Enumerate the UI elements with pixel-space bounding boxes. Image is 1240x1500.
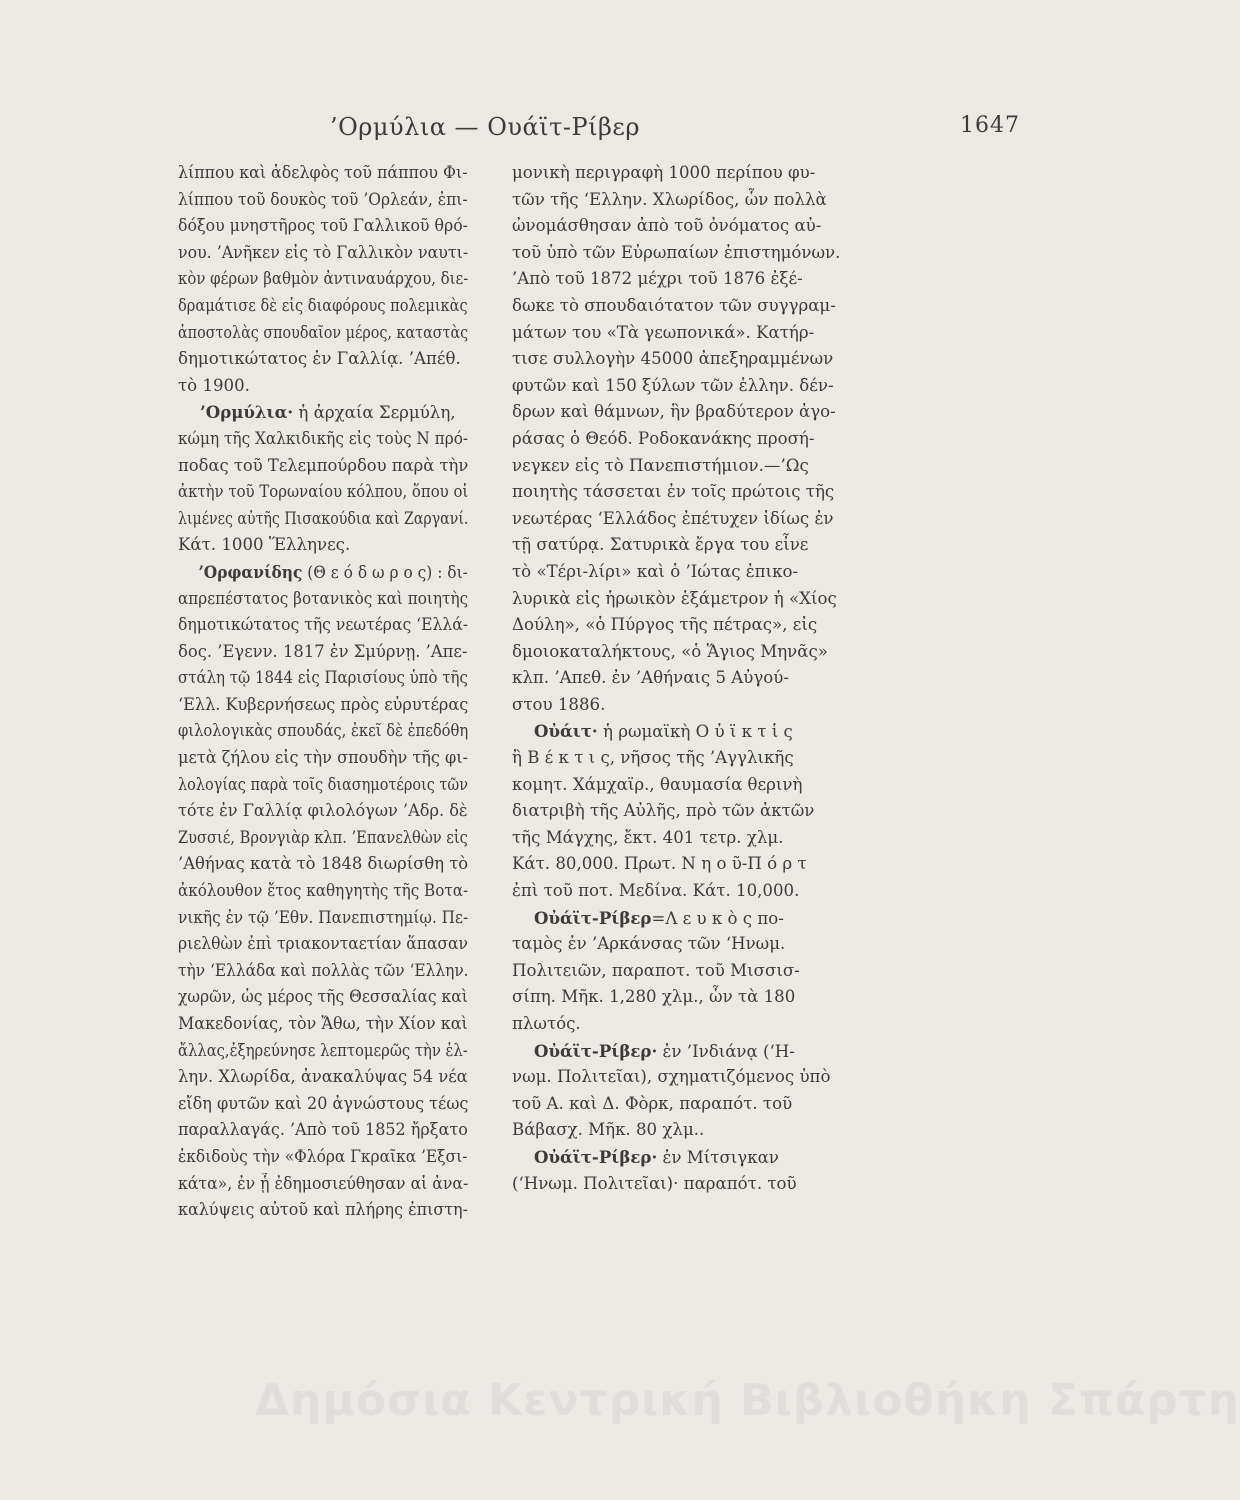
text-line [512,160,862,187]
text-line [178,293,468,320]
text-line [178,586,469,613]
line-text: Δούλη», «ὁ Πύργος τῆς πέτρας», εἰς [512,615,818,635]
line-text: τῆς Μάγχης, ἔκτ. 401 τετρ. χλμ. [512,827,784,847]
text-line [178,851,469,878]
line-text: κάτα», ἐν ᾗ ἐδημοσιεύθησαν αἱ ἀνα- [178,1173,469,1193]
text-line [512,453,862,480]
line-text: ἄλλας,ἐξηρεύνησε λεπτομερῶς τὴν ἑλ- [178,1040,468,1060]
line-text: Βάβασχ. Μῆκ. 80 χλμ.. [512,1120,705,1140]
library-watermark: Δημόσια Κεντρική Βιβλιοθήκη Σπάρτη [255,1375,1240,1426]
text-line [512,718,862,745]
line-text: Κάτ. 80,000. Πρωτ. Ν η ο ῦ-Π ό ρ τ [512,854,807,874]
text-line [512,1117,862,1144]
line-text: κομητ. Χάμχαϊρ., θαυμασία θερινὴ [512,774,803,794]
line-text: δρων καὶ θάμνων, ἣν βραδύτερον ἀγο- [512,402,836,422]
text-line [512,665,862,692]
line-text: νεωτέρας ‘Ελλάδος ἐπέτυχεν ἰδίως ἐν [512,508,834,528]
text-line [512,559,862,586]
line-text: φιλολογικὰς σπουδάς, ἐκεῖ δὲ ἐπεδόθη [178,721,469,741]
line-text: ἢ Β έ κ τ ι ς, νῆσος τῆς ’Αγγλικῆς [512,748,794,768]
text-line [512,745,862,772]
text-line [512,1091,862,1118]
text-line [178,1011,468,1038]
line-text: (Θ ε ό δ ω ρ ο ς) : δι- [302,562,468,582]
line-text: τότε ἐν Γαλλίᾳ φιλολόγων ’Αδρ. δὲ [178,801,468,821]
line-text: ἀκόλουθον ἔτος καθηγητὴς τῆς Βοτα- [178,881,469,901]
text-line [178,984,468,1011]
line-text: ράσας ὁ Θεόδ. Ροδοκανάκης προσή- [512,428,815,448]
line-text: ὠνομάσθησαν ἀπὸ τοῦ ὀνόματος αὐ- [512,216,822,236]
text-line [512,878,862,905]
text-line [178,1038,468,1065]
text-line [178,931,468,958]
text-line [512,373,862,400]
text-line [512,905,862,932]
line-text: =Λ ε υ κ ὸ ς πο- [651,908,784,928]
text-line [512,1064,862,1091]
line-text: σίπη. Μῆκ. 1,280 χλμ., ὧν τὰ 180 [512,987,796,1007]
line-text: πλωτός. [512,1014,581,1033]
line-text: τὴν ‘Ελλάδα καὶ πολλὰς τῶν ‘Ελλην. [178,960,469,980]
line-text: νεγκεν εἰς τὸ Πανεπιστήμιον.—’Ως [512,455,809,475]
line-text: δωκε τὸ σπουδαιότατον τῶν συγγραμ- [512,295,836,315]
line-text: ἡ ρωμαϊκὴ Ο ὐ ϊ κ τ ἱ ς [597,722,793,742]
line-text: τῇ σατύρᾳ. Σατυρικὰ ἔργα του εἶνε [512,535,809,555]
text-line [512,1038,862,1065]
text-line [178,958,469,985]
line-text: (‘Ηνωμ. Πολιτεῖαι)· παραπότ. τοῦ [512,1173,797,1193]
text-line [178,1064,468,1091]
text-line [178,320,469,347]
line-text: ἐπὶ τοῦ ποτ. Μεδίνα. Κάτ. 10,000. [512,881,800,901]
text-line [512,612,862,639]
line-text: δος. ’Εγενν. 1817 ἐν Σμύρνῃ. ’Απε- [178,641,468,661]
line-text: τὸ «Τέρι-λίρι» καὶ ὁ ’Ιώτας ἐπικο- [512,561,799,581]
line-text: λυρικὰ εἰς ἡρωικὸν ἑξάμετρον ἡ «Χίος [512,588,837,608]
text-line [512,639,862,666]
text-line [178,373,468,400]
line-text: λιμένες αὐτῆς Πισακούδια καὶ Ζαργανί. [178,508,469,528]
line-text: καλύψεις αὐτοῦ καὶ πλήρης ἐπιστη- [178,1200,468,1220]
line-text: ποδας τοῦ Τελεμπούρδου παρὰ τὴν [178,455,469,475]
text-line [178,453,469,480]
text-line [512,320,862,347]
text-line [512,187,862,214]
text-line [178,187,468,214]
text-line [512,1144,862,1171]
text-line [512,984,862,1011]
entry-headword: ’Ορφανίδης [198,561,303,582]
text-line [178,1197,468,1224]
text-line [178,1144,468,1171]
text-line [512,958,862,985]
line-text: δραμάτισε δὲ εἰς διαφόρους πολεμικὰς [178,295,468,315]
text-line [512,825,862,852]
text-line [178,266,469,293]
text-line [512,293,862,320]
text-line [512,479,862,506]
line-text: απρεπέστατος βοτανικὸς καὶ ποιητὴς [178,588,469,608]
line-text: μονικὴ περιγραφὴ 1000 περίπου φυ- [512,163,816,182]
line-text: Μακεδονίας, τὸν Ἄθω, τὴν Χίον καὶ [178,1014,468,1033]
line-text: ποιητὴς τάσσεται ἐν τοῖς πρώτοις τῆς [512,482,835,502]
line-text: Κάτ. 1000 Ἕλληνες. [178,535,351,555]
line-text: ’Απὸ τοῦ 1872 μέχρι τοῦ 1876 ἐξέ- [512,269,803,289]
text-line [512,851,862,878]
text-line [512,931,862,958]
text-line [178,692,469,719]
line-text: ἐν ’Ινδιάνᾳ (‘Η- [657,1041,795,1061]
text-line [178,718,469,745]
text-line [178,426,469,453]
line-text: ἐν Μίτσιγκαν [657,1147,779,1167]
text-line [178,905,469,932]
line-text: ἡ ἀρχαία Σερμύλη, [293,403,456,423]
line-text: ‘Ελλ. Κυβερνήσεως πρὸς εὐρυτέρας [178,694,469,714]
text-line [512,772,862,799]
line-text: δημοτικώτατος ἐν Γαλλίᾳ. ’Απέθ. [178,349,461,369]
text-line [178,213,469,240]
line-text: μάτων του «Τὰ γεωπονικά». Κατήρ- [512,322,815,342]
line-text: κλπ. ’Απεθ. ἐν ’Αθήναις 5 Αὐγού- [512,668,789,688]
text-line [178,825,468,852]
line-text: Πολιτειῶν, παραποτ. τοῦ Μισσισ- [512,960,800,980]
line-text: εἴδη φυτῶν καὶ 20 ἀγνώστους τέως [178,1093,469,1113]
text-line [512,240,862,267]
line-text: λην. Χλωρίδα, ἀνακαλύψας 54 νέα [178,1067,468,1087]
line-text: ἐκδιδοὺς τὴν «Φλόρα Γκραῖκα ’Εξσι- [178,1146,468,1166]
text-line [178,665,468,692]
text-line [178,1117,468,1144]
text-line [512,1171,862,1198]
text-line [512,213,862,240]
line-text: νωμ. Πολιτεῖαι), σχηματιζόμενος ὑπὸ [512,1067,831,1087]
line-text: νικῆς ἐν τῷ ’Εθν. Πανεπιστημίῳ. Πε- [178,907,469,927]
text-line [512,506,862,533]
text-line [512,1011,862,1038]
text-line [178,559,468,586]
text-line [512,532,862,559]
left-column [178,160,468,1224]
line-text: κώμη τῆς Χαλκιδικῆς εἰς τοὺς Ν πρό- [178,428,469,448]
line-text: δμοιοκαταλήκτους, «ὁ Ἅγιος Μηνᾶς» [512,641,828,661]
text-line [178,1171,469,1198]
line-text: κὸν φέρων βαθμὸν ἀντιναυάρχου, διε- [178,269,469,289]
text-line [512,586,862,613]
line-text: ἀποστολὰς σπουδαῖον μέρος, καταστὰς [178,322,469,342]
line-text: φυτῶν καὶ 150 ξύλων τῶν ἑλλην. δέν- [512,375,834,395]
text-line [512,399,862,426]
text-line [178,878,469,905]
line-text: ’Αθήνας κατὰ τὸ 1848 διωρίσθη τὸ [178,854,469,874]
text-line [178,639,468,666]
line-text: ἀκτὴν τοῦ Τορωναίου κόλπου, ὅπου οἱ [178,482,469,502]
entry-headword: ’Ορμύλια· [200,402,294,423]
line-text: στάλη τῷ 1844 εἰς Παρισίους ὑπὸ τῆς [178,668,468,688]
line-text: τοῦ ὑπὸ τῶν Εὐρωπαίων ἐπιστημόνων. [512,242,841,262]
line-text: διατριβὴ τῆς Αὐλῆς, πρὸ τῶν ἀκτῶν [512,801,815,821]
line-text: λίππου τοῦ δουκὸς τοῦ ’Ορλεάν, ἐπι- [178,189,468,209]
line-text: τῶν τῆς ‘Ελλην. Χλωρίδος, ὧν πολλὰ [512,189,827,209]
text-line [178,745,469,772]
page-number: 1647 [960,113,1020,138]
line-text: τισε συλλογὴν 45000 ἀπεξηραμμένων [512,349,834,369]
text-line [178,772,469,799]
text-line [178,798,468,825]
line-text: λίππου καὶ ἀδελφὸς τοῦ πάππου Φι- [178,163,468,182]
line-text: Ζυσσιέ, Βρονγιὰρ κλπ. ’Επανελθὼν εἰς [178,827,468,847]
text-line [512,346,862,373]
line-text: ταμὸς ἐν ’Αρκάνσας τῶν ‘Ηνωμ. [512,934,786,954]
entry-headword: Οὐάιτ· [534,721,598,742]
line-text: νου. ’Ανῆκεν εἰς τὸ Γαλλικὸν ναυτι- [178,242,469,262]
text-line [512,426,862,453]
text-line [178,399,468,426]
line-text: μετὰ ζήλου εἰς τὴν σπουδὴν τῆς φι- [178,748,469,768]
line-text: τὸ 1900. [178,375,250,395]
line-text: λολογίας παρὰ τοῖς διασημοτέροις τῶν [178,774,469,794]
text-line [512,692,862,719]
text-line [178,346,468,373]
line-text: δημοτικώτατος τῆς νεωτέρας ‘Ελλά- [178,615,469,635]
text-line [178,160,468,187]
text-line [178,532,468,559]
text-line [178,1091,469,1118]
text-line [512,798,862,825]
entry-headword: Οὐάϊτ-Ρίβερ· [534,1040,658,1061]
text-line [178,612,469,639]
text-line [512,266,862,293]
running-header-title: ’Ορμύλια — Ουάϊτ-Ρίβερ [330,113,640,141]
line-text: τοῦ Α. καὶ Δ. Φὸρκ, παραπότ. τοῦ [512,1093,793,1113]
line-text: στου 1886. [512,694,606,714]
entry-headword: Οὐάϊτ-Ρίβερ [534,907,652,928]
text-line [178,506,469,533]
line-text: χωρῶν, ὡς μέρος τῆς Θεσσαλίας καὶ [178,987,468,1007]
line-text: ριελθὼν ἐπὶ τριακονταετίαν ἅπασαν [178,934,468,954]
line-text: παραλλαγάς. ’Απὸ τοῦ 1852 ἤρξατο [178,1120,468,1140]
text-line [178,240,469,267]
line-text: δόξου μνηστῆρος τοῦ Γαλλικοῦ θρό- [178,216,469,236]
entry-headword: Οὐάϊτ-Ρίβερ· [534,1146,658,1167]
text-line [178,479,469,506]
right-column [512,160,862,1197]
